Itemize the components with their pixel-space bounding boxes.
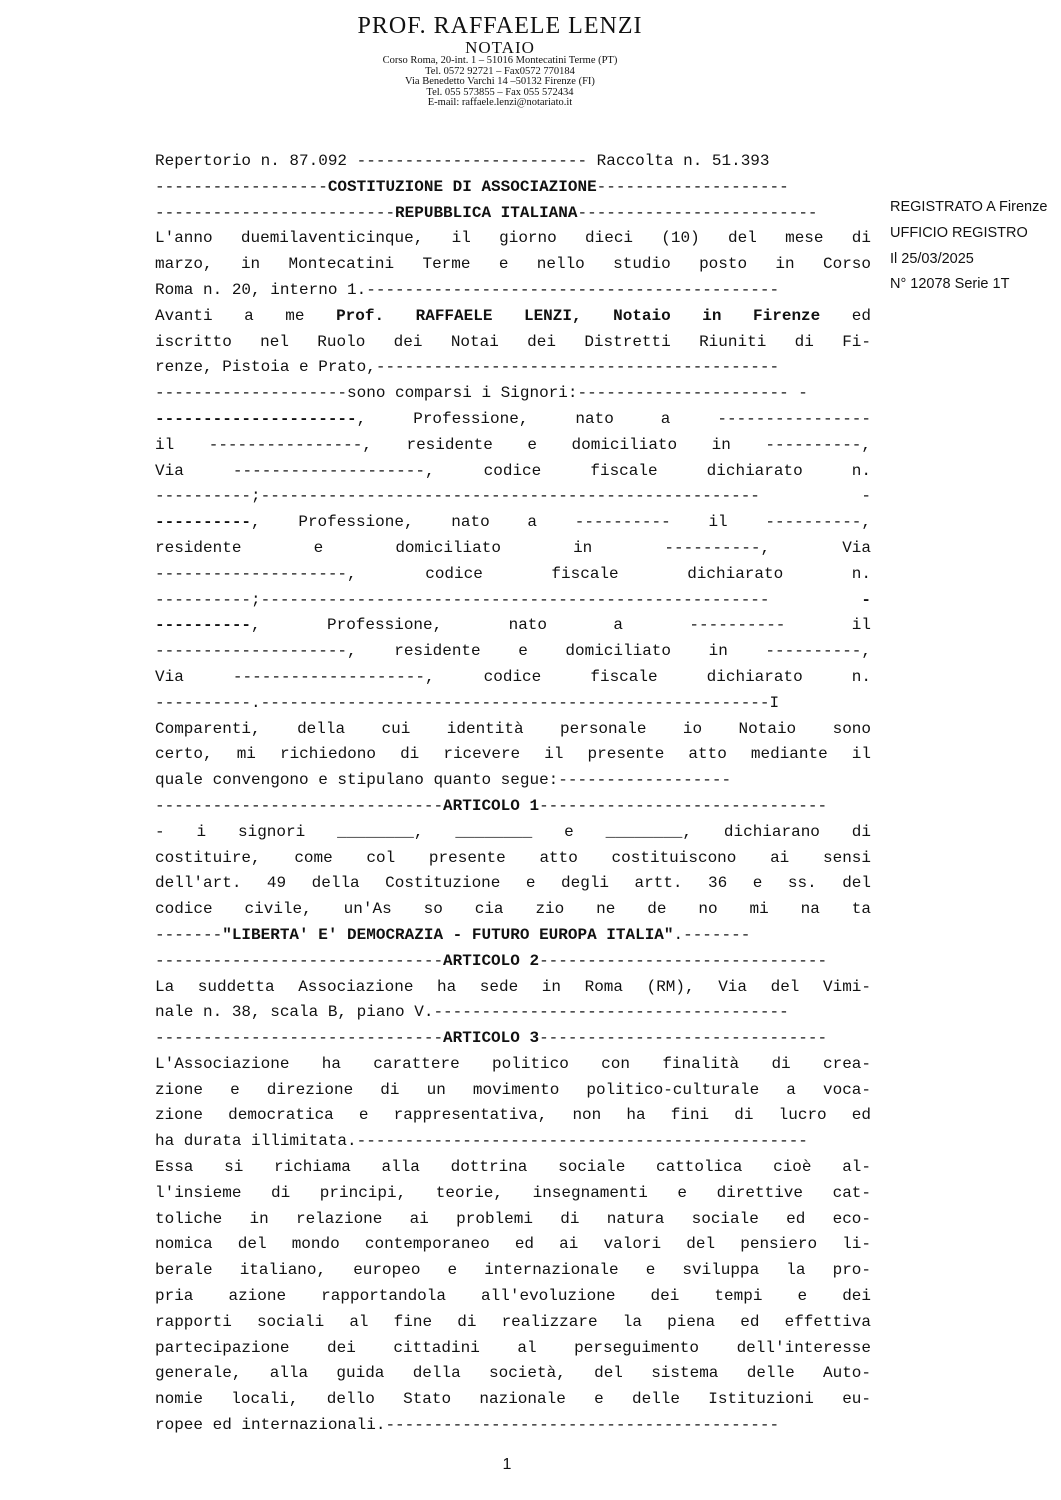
- text-segment: L'anno duemilaventicinque, il giorno dieci (10) del mese di: [155, 229, 871, 248]
- deed-body: [155, 149, 871, 1439]
- text-segment: partecipazione dei cittadini al perseguimento dell'interesse: [155, 1338, 871, 1357]
- text-line: [155, 871, 871, 897]
- text-line: [155, 226, 871, 252]
- text-line: [155, 613, 871, 639]
- text-segment: costituire, come col presente atto costituiscono ai sensi: [155, 848, 871, 867]
- text-line: [155, 1129, 871, 1155]
- text-line: [155, 1413, 871, 1439]
- text-line: [155, 639, 871, 665]
- text-segment: certo, mi richiedono di ricevere il presente atto mediante il: [155, 745, 871, 764]
- text-line: [155, 742, 871, 768]
- text-segment: ----------.-----------------------------------------------------I: [155, 693, 780, 712]
- text-segment: marzo, in Montecatini Terme e nello studio posto in Corso: [155, 255, 871, 274]
- text-line: [155, 588, 871, 614]
- stamp-line: N° 12078 Serie 1T: [890, 276, 1010, 293]
- text-line: [155, 820, 871, 846]
- text-line: [155, 923, 871, 949]
- text-segment: toliche in relazione ai problemi di natura sociale ed eco-: [155, 1209, 871, 1228]
- bold-text: ARTICOLO 1: [443, 796, 540, 815]
- text-segment: generale, alla guida della società, del sistema delle Auto-: [155, 1364, 871, 1383]
- text-line: [155, 562, 871, 588]
- text-line: [155, 1387, 871, 1413]
- text-line: [155, 459, 871, 485]
- notary-name: PROF. RAFFAELE LENZI: [357, 13, 643, 39]
- text-line: [155, 717, 871, 743]
- text-segment: ----------;---------------------------------------------------- -: [155, 487, 871, 506]
- text-segment: - i signori ________, ________ e ________, dichiarano di: [155, 822, 871, 841]
- text-line: [155, 407, 871, 433]
- text-segment: Comparenti, della cui identità personale io Notaio sono: [155, 719, 871, 738]
- bold-text: REPUBBLICA ITALIANA: [395, 203, 578, 222]
- text-segment: Avanti a me: [155, 306, 337, 325]
- office-address-montecatini: Corso Roma, 20-int. 1 – 51016 Montecatini Terme (PT): [382, 55, 618, 66]
- office-email: E-mail: raffaele.lenzi@notariato.it: [427, 97, 573, 108]
- text-line: [155, 1155, 871, 1181]
- office-phone-firenze: Tel. 055 573855 – Fax 055 572434: [426, 86, 574, 98]
- text-segment: ------------------------------: [155, 951, 444, 970]
- text-segment: --------------------: [596, 177, 789, 196]
- text-segment: --------------------, residente e domiciliato in ----------,: [155, 642, 871, 661]
- text-segment: -------------------------: [155, 203, 396, 222]
- text-line: [155, 1078, 871, 1104]
- text-segment: iscritto nel Ruolo dei Notai dei Distretti Riuniti di Fi-: [155, 332, 871, 351]
- text-line: [155, 536, 871, 562]
- bold-text: -: [861, 590, 871, 609]
- text-line: [155, 691, 871, 717]
- text-segment: La suddetta Associazione ha sede in Roma (RM), Via del Vimi-: [155, 977, 871, 996]
- bold-text: COSTITUZIONE DI ASSOCIAZIONE: [327, 177, 597, 196]
- stamp-line: UFFICIO REGISTRO: [890, 224, 1028, 241]
- text-line: [155, 1361, 871, 1387]
- text-line: [155, 768, 871, 794]
- text-line: [155, 1310, 871, 1336]
- text-segment: berale italiano, europeo e internazionale e sviluppa la pro-: [155, 1261, 871, 1280]
- text-line: [155, 1000, 871, 1026]
- page-number: 1: [502, 1456, 512, 1473]
- text-line: [155, 949, 871, 975]
- text-segment: l'insieme di principi, teorie, insegnamenti e direttive cat-: [155, 1183, 871, 1202]
- text-segment: residente e domiciliato in ----------, Via: [155, 538, 871, 557]
- text-segment: nomica del mondo contemporaneo ed ai valori del pensiero li-: [155, 1235, 871, 1254]
- stamp-line: Il 25/03/2025: [890, 250, 974, 267]
- text-segment: zione e direzione di un movimento politico-culturale a voca-: [155, 1080, 871, 1099]
- text-line: [155, 252, 871, 278]
- bold-text: ARTICOLO 2: [443, 951, 540, 970]
- text-segment: --------------------sono comparsi i Signori:---------------------- -: [155, 384, 808, 403]
- text-segment: dell'art. 49 della Costituzione e degli artt. 36 e ss. del: [155, 874, 871, 893]
- text-segment: , Professione, nato a ----------------: [356, 409, 871, 428]
- text-segment: nale n. 38, scala B, piano V.-------------------------------------: [155, 1003, 789, 1022]
- text-segment: Repertorio n. 87.092 ------------------------ Raccolta n. 51.393: [155, 152, 770, 170]
- text-segment: --------------------, codice fiscale dichiarato n.: [155, 564, 871, 583]
- text-line: [155, 1207, 871, 1233]
- text-line: [155, 897, 871, 923]
- text-line: [155, 1181, 871, 1207]
- text-line: [155, 484, 871, 510]
- text-segment: ------------------------------: [539, 796, 828, 815]
- text-segment: ----------;-----------------------------------------------------: [155, 590, 862, 609]
- text-line: [155, 975, 871, 1001]
- bold-text: ARTICOLO 3: [443, 1029, 540, 1048]
- notary-title: NOTAIO: [465, 38, 535, 57]
- text-segment: pria azione rapportandola all'evoluzione dei tempi e dei: [155, 1287, 871, 1306]
- text-segment: ------------------------------: [539, 951, 828, 970]
- text-segment: zione democratica e rappresentativa, non ha fini di lucro ed: [155, 1106, 871, 1125]
- text-line: [155, 1026, 871, 1052]
- text-segment: ------------------------------: [155, 796, 444, 815]
- bold-text: ----------: [155, 616, 252, 635]
- text-segment: , Professione, nato a ---------- il: [251, 616, 871, 635]
- text-line: [155, 1103, 871, 1129]
- office-phone-montecatini: Tel. 0572 92721 – Fax0572 770184: [425, 65, 575, 77]
- text-line: [155, 510, 871, 536]
- text-segment: quale convengono e stipulano quanto segue:------------------: [155, 771, 732, 790]
- text-segment: ha durata illimitata.-----------------------------------------------: [155, 1132, 808, 1151]
- text-segment: ropee ed internazionali.-----------------------------------------: [155, 1416, 780, 1435]
- text-line: [155, 201, 871, 227]
- text-segment: -------------------------: [577, 203, 818, 222]
- text-line: [155, 175, 871, 201]
- text-line: [155, 330, 871, 356]
- text-segment: Essa si richiama alla dottrina sociale cattolica cioè al-: [155, 1158, 871, 1177]
- text-segment: rapporti sociali al fine di realizzare la piena ed effettiva: [155, 1312, 871, 1331]
- letterhead: [330, 14, 670, 109]
- text-line: [155, 1052, 871, 1078]
- text-segment: Roma n. 20, interno 1.-------------------------------------------: [155, 280, 780, 299]
- bold-text: ----------: [155, 513, 252, 532]
- text-line: [155, 1336, 871, 1362]
- stamp-line: REGISTRATO A Firenze: [890, 199, 1048, 215]
- text-segment: nomie locali, dello Stato nazionale e delle Istituzioni eu-: [155, 1390, 871, 1409]
- text-segment: -------: [155, 925, 223, 944]
- text-line: [155, 304, 871, 330]
- text-segment: codice civile, un'As so cia zio ne de no mi na ta: [155, 900, 871, 919]
- text-line: [155, 794, 871, 820]
- bold-text: "LIBERTA' E' DEMOCRAZIA - FUTURO EUROPA ITALIA": [222, 925, 674, 944]
- bold-text: ---------------------: [155, 409, 357, 428]
- text-line: [155, 433, 871, 459]
- text-segment: ------------------: [155, 177, 328, 196]
- text-segment: .-------: [673, 925, 751, 944]
- text-segment: L'Associazione ha carattere politico con finalità di crea-: [155, 1054, 871, 1073]
- text-line: [155, 1258, 871, 1284]
- text-segment: , Professione, nato a ---------- il ----------,: [251, 513, 871, 532]
- text-segment: ------------------------------: [539, 1029, 828, 1048]
- text-line: [155, 278, 871, 304]
- text-segment: ------------------------------: [155, 1029, 444, 1048]
- text-segment: Via --------------------, codice fiscale dichiarato n.: [155, 461, 871, 480]
- text-line: [155, 381, 871, 407]
- registration-stamp: [890, 199, 1047, 302]
- text-segment: renze, Pistoia e Prato,------------------------------------------: [155, 358, 780, 377]
- text-line: [155, 846, 871, 872]
- text-segment: il ----------------, residente e domiciliato in ----------,: [155, 435, 871, 454]
- text-line: [155, 149, 871, 175]
- text-segment: Via --------------------, codice fiscale dichiarato n.: [155, 667, 871, 686]
- bold-text: Prof. RAFFAELE LENZI, Notaio in Firenze: [336, 306, 821, 325]
- text-line: [155, 1232, 871, 1258]
- text-line: [155, 1284, 871, 1310]
- text-line: [155, 665, 871, 691]
- text-segment: ed: [820, 306, 871, 325]
- office-address-firenze: Via Benedetto Varchi 14 –50132 Firenze (FI): [405, 76, 595, 87]
- text-line: [155, 355, 871, 381]
